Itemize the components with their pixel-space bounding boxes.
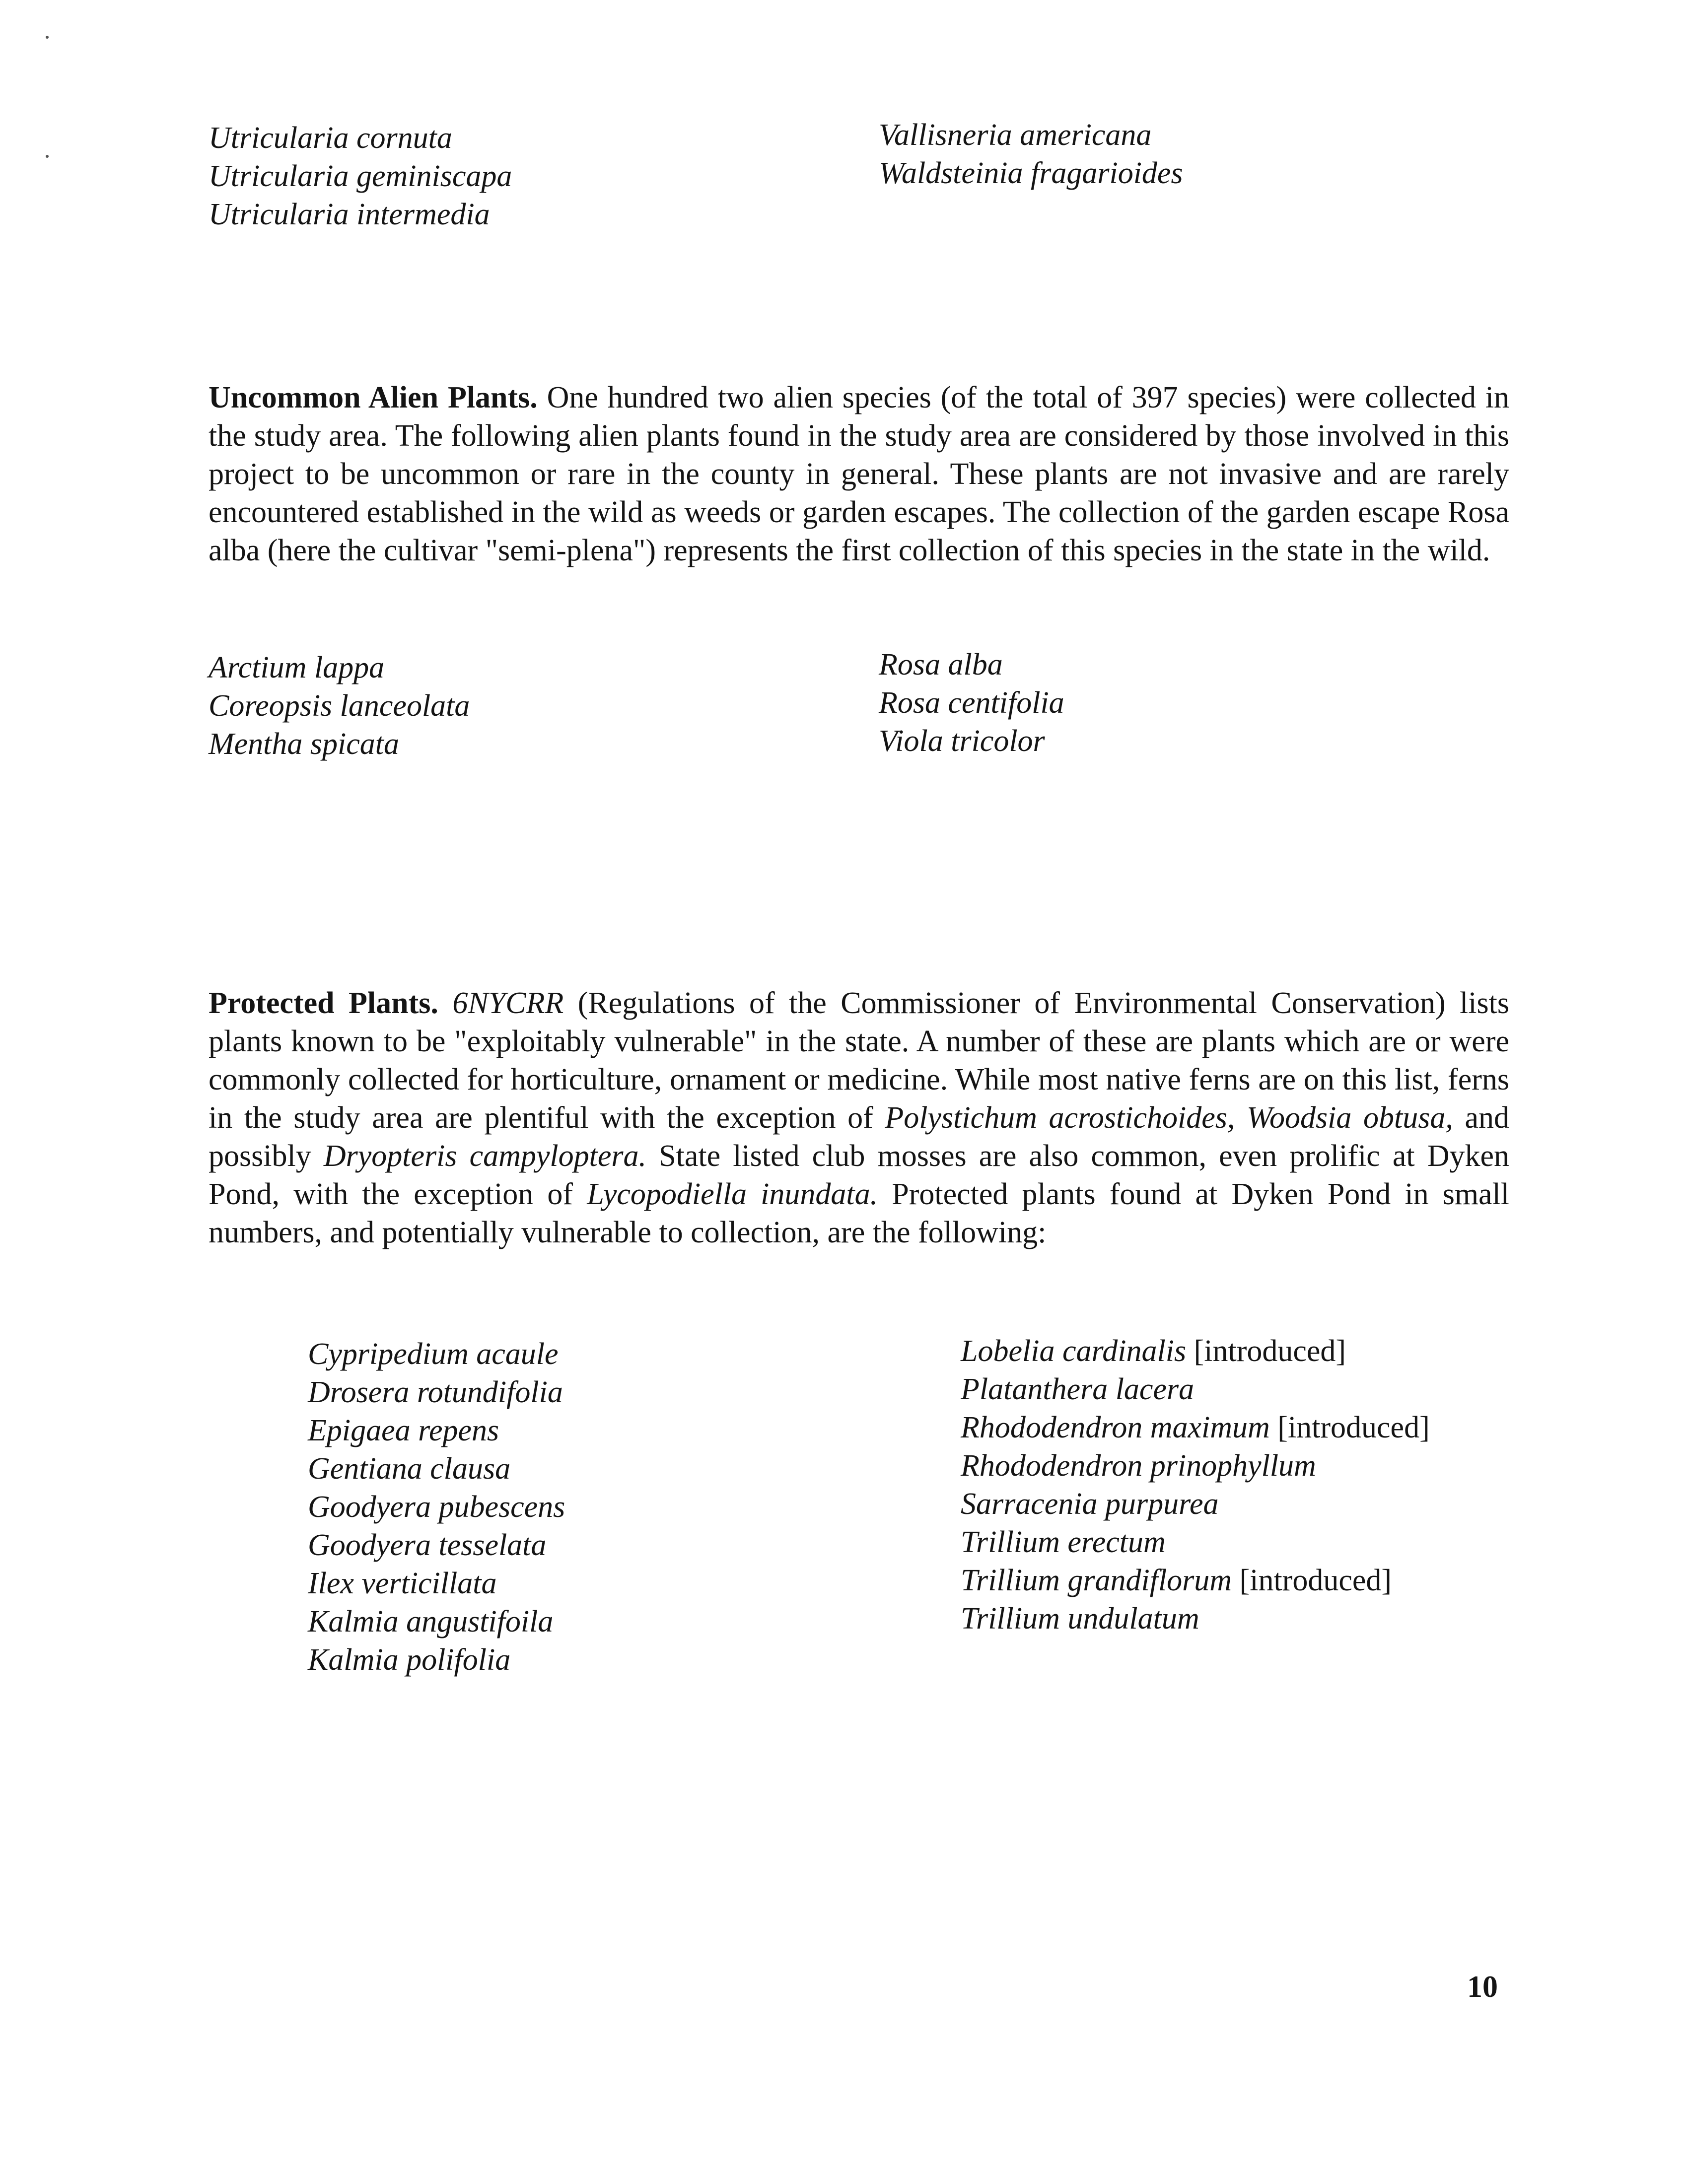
- list-item: Kalmia angustifoila: [308, 1605, 554, 1638]
- list-item: [961, 1447, 1430, 1485]
- species-note: [introduced]: [1239, 1564, 1392, 1597]
- species-name: Rhododendron maximum: [961, 1411, 1270, 1444]
- list-item: Utricularia geminiscapa: [209, 159, 512, 193]
- list-item: [961, 1370, 1430, 1409]
- list-item: Waldsteinia fragarioides: [879, 156, 1183, 190]
- list-item: Coreopsis lanceolata: [209, 689, 470, 723]
- species-name: Trillium undulatum: [961, 1602, 1199, 1636]
- paragraph-body: Protected plants found at Dyken Pond in small numbers, and potentially vulnerable to collection, are the following:: [209, 1177, 1510, 1249]
- protected-list-right: [961, 1332, 1430, 1638]
- section-heading: Uncommon Alien Plants.: [209, 381, 538, 414]
- protected-list-left: [308, 1335, 565, 1679]
- uncommon-alien-paragraph: [209, 379, 1509, 570]
- list-item: Utricularia intermedia: [209, 198, 490, 231]
- list-item: [961, 1409, 1430, 1447]
- protected-plants-paragraph: [209, 984, 1509, 1252]
- species-name: Platanthera lacera: [961, 1372, 1195, 1406]
- list-item: [961, 1332, 1430, 1370]
- paragraph-body: (Regulations of the Commissioner of Environmental Conservation) lists plants known to be "exploitably vulnerable" in the state. A number of these are plants which are or were commonly collected for horticulture, ornament or medicine. While most native ferns are on this list, ferns in the study area are plentiful with the exception of: [209, 986, 1509, 1135]
- species-name: Lobelia cardinalis: [961, 1334, 1187, 1368]
- list-item: [961, 1600, 1430, 1638]
- uncommon-alien-list-right: [879, 646, 1064, 760]
- list-item: Drosera rotundifolia: [308, 1375, 563, 1409]
- species-name: Rhododendron prinophyllum: [961, 1449, 1316, 1483]
- top-list-left: [209, 119, 512, 234]
- paragraph-body: One hundred two alien species (of the total of 397 species) were collected in the study area. The following alien plants found in the study area are considered by those involved in this project to be uncommon or rare in the county in general. These plants are not invasive and are rarely encountered established in the wild as weeds or garden escapes. The collection of the garden escape Rosa alba (here the cultivar "semi-plena") represents the first collection of this species in the state in the wild.: [209, 381, 1510, 567]
- page-number: 10: [1467, 1970, 1498, 2004]
- paragraph-body: State listed club mosses are also common, even prolific at Dyken Pond, with the exception of: [209, 1139, 1510, 1211]
- list-item: Goodyera tesselata: [308, 1528, 547, 1562]
- list-item: [961, 1485, 1430, 1523]
- species-name: Lycopodiella inundata.: [587, 1177, 878, 1211]
- list-item: Kalmia polifolia: [308, 1643, 511, 1677]
- list-item: Arctium lappa: [209, 651, 385, 684]
- list-item: Rosa alba: [879, 648, 1003, 682]
- list-item: Gentiana clausa: [308, 1452, 511, 1486]
- uncommon-alien-list-left: [209, 649, 470, 763]
- species-note: [introduced]: [1277, 1411, 1430, 1444]
- list-item: Vallisneria americana: [879, 118, 1152, 152]
- list-item: Goodyera pubescens: [308, 1490, 565, 1524]
- species-name: Sarracenia purpurea: [961, 1487, 1219, 1521]
- species-name: Polystichum acrostichoides, Woodsia obtusa,: [885, 1101, 1453, 1135]
- top-list-right: [879, 116, 1183, 193]
- section-heading: Protected Plants.: [209, 986, 438, 1020]
- list-item: [961, 1523, 1430, 1562]
- regulation-code: 6NYCRR: [452, 986, 564, 1020]
- list-item: Cypripedium acaule: [308, 1337, 559, 1371]
- list-item: Ilex verticillata: [308, 1567, 497, 1600]
- list-item: [961, 1562, 1430, 1600]
- list-item: Viola tricolor: [879, 724, 1045, 758]
- scan-speck: [46, 36, 49, 39]
- species-note: [introduced]: [1194, 1334, 1346, 1368]
- list-item: Epigaea repens: [308, 1414, 499, 1447]
- paragraph-body: and possibly: [209, 1101, 1510, 1173]
- list-item: Rosa centifolia: [879, 686, 1064, 720]
- species-name: Dryopteris campyloptera.: [323, 1139, 647, 1173]
- species-name: Trillium erectum: [961, 1525, 1166, 1559]
- list-item: Utricularia cornuta: [209, 121, 452, 155]
- species-name: Trillium grandiflorum: [961, 1564, 1232, 1597]
- list-item: Mentha spicata: [209, 727, 399, 761]
- scan-speck: [46, 155, 49, 158]
